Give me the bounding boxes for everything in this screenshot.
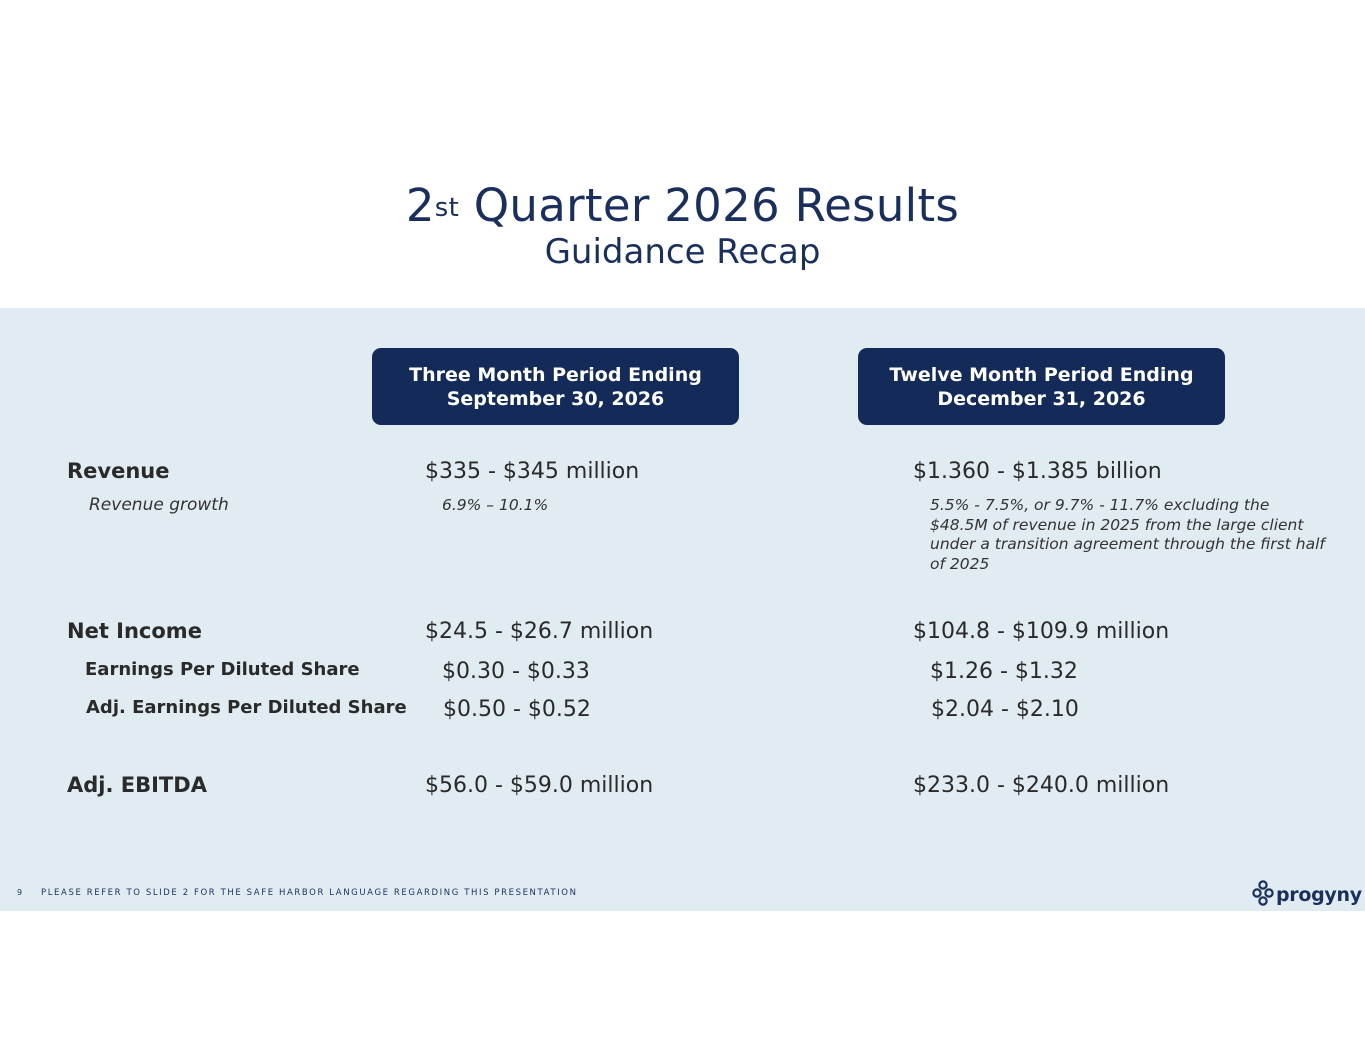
adj-eps-label: Adj. Earnings Per Diluted Share [86, 697, 407, 718]
net-income-label: Net Income [67, 619, 202, 643]
revenue-growth-three-month: 6.9% – 10.1% [442, 496, 549, 514]
adj-ebitda-label: Adj. EBITDA [67, 773, 207, 797]
adj-ebitda-twelve-month: $233.0 - $240.0 million [913, 773, 1170, 798]
title-prefix: 2 [405, 179, 435, 232]
eps-label: Earnings Per Diluted Share [85, 659, 360, 680]
three-month-period-header [372, 348, 739, 425]
title-suffix: Quarter 2026 Results [459, 179, 960, 232]
eps-twelve-month: $1.26 - $1.32 [930, 659, 1078, 684]
revenue-three-month: $335 - $345 million [425, 459, 640, 484]
footer [0, 886, 1365, 906]
adj-eps-twelve-month: $2.04 - $2.10 [931, 697, 1079, 722]
twelve-month-line1: Twelve Month Period Ending [889, 363, 1194, 386]
twelve-month-period-header [858, 348, 1225, 425]
net-income-three-month: $24.5 - $26.7 million [425, 619, 654, 644]
title-superscript: st [434, 193, 460, 223]
eps-three-month: $0.30 - $0.33 [442, 659, 590, 684]
net-income-twelve-month: $104.8 - $109.9 million [913, 619, 1170, 644]
page-subtitle: Guidance Recap [544, 232, 821, 272]
adj-ebitda-three-month: $56.0 - $59.0 million [425, 773, 654, 798]
progyny-logo-icon [1252, 880, 1274, 910]
twelve-month-line2: December 31, 2026 [937, 387, 1146, 410]
revenue-growth-label: Revenue growth [89, 495, 229, 515]
guidance-panel [0, 308, 1365, 911]
safe-harbor-disclaimer: PLEASE REFER TO SLIDE 2 FOR THE SAFE HARBOR LANGUAGE REGARDING THIS PRESENTATION [41, 888, 578, 898]
revenue-twelve-month: $1.360 - $1.385 billion [913, 459, 1162, 484]
adj-eps-three-month: $0.50 - $0.52 [443, 697, 591, 722]
three-month-line1: Three Month Period Ending [409, 363, 702, 386]
progyny-logo [1252, 880, 1362, 910]
page-title [0, 178, 1365, 234]
three-month-line2: September 30, 2026 [446, 387, 665, 410]
progyny-logo-text: progyny [1276, 884, 1362, 906]
title-block [0, 178, 1365, 272]
revenue-label: Revenue [67, 459, 170, 483]
revenue-growth-twelve-month: 5.5% - 7.5%, or 9.7% - 11.7% excluding the $48.5M of revenue in 2025 from the large client under a transition agreement through the first half of 2025 [930, 496, 1325, 573]
page-number: 9 [17, 888, 23, 897]
